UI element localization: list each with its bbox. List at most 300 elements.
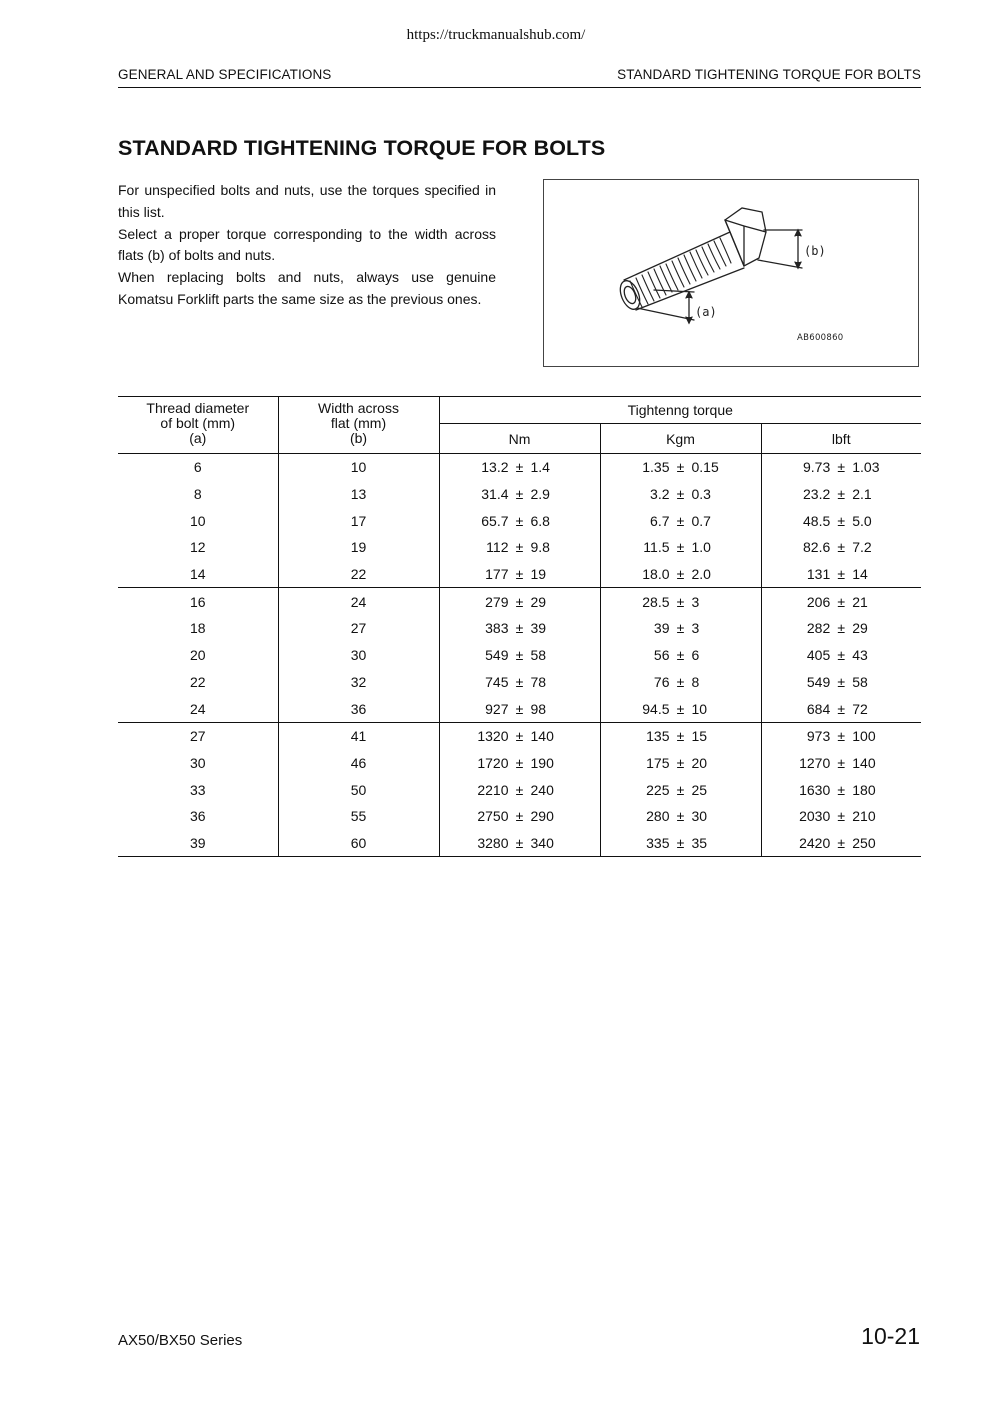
nominal-value: 280 [646, 808, 670, 825]
tolerance-value: 100 [852, 728, 876, 745]
plus-minus-sign: ± [676, 754, 685, 771]
nominal-value: 3280 [477, 834, 509, 851]
torque-value [465, 755, 575, 771]
width-across-flat-cell: 55 [278, 803, 439, 830]
width-across-flat-cell: 24 [278, 588, 439, 615]
tolerance-value: 340 [530, 834, 554, 851]
tolerance-value: 58 [852, 673, 868, 690]
nm-cell [439, 507, 600, 534]
table-row [118, 615, 921, 642]
width-across-flat-cell: 60 [278, 830, 439, 857]
torque-value [786, 486, 896, 502]
kgm-cell [600, 588, 761, 615]
nominal-value: 9.73 [803, 459, 831, 476]
nominal-value: 225 [646, 781, 670, 798]
tolerance-value: 35 [691, 834, 708, 851]
plus-minus-sign: ± [515, 673, 524, 690]
nominal-value: 3.2 [650, 486, 670, 503]
plus-minus-sign: ± [515, 539, 524, 556]
plus-minus-sign: ± [676, 539, 685, 556]
torque-value [626, 755, 736, 771]
nm-cell [439, 830, 600, 857]
tolerance-value: 0.7 [691, 512, 711, 529]
width-across-flat-cell: 27 [278, 615, 439, 642]
nm-cell [439, 615, 600, 642]
tolerance-value: 25 [691, 781, 708, 798]
nm-cell [439, 534, 600, 561]
torque-value [626, 782, 736, 798]
nominal-value: 973 [806, 728, 831, 745]
torque-value [786, 782, 896, 798]
plus-minus-sign: ± [837, 539, 846, 556]
lbft-cell [761, 588, 921, 615]
plus-minus-sign: ± [837, 834, 846, 851]
width-across-flat-cell: 41 [278, 722, 439, 749]
thread-diameter-cell: 39 [118, 830, 278, 857]
intro-paragraph: Select a proper torque corresponding to the width across flats (b) of bolts and nuts. [118, 225, 496, 264]
plus-minus-sign: ± [676, 781, 685, 798]
nominal-value: 282 [806, 620, 831, 637]
kgm-cell [600, 750, 761, 777]
tolerance-value: 20 [691, 754, 708, 771]
table-row [118, 507, 921, 534]
plus-minus-sign: ± [515, 808, 524, 825]
width-across-flat-cell: 46 [278, 750, 439, 777]
tolerance-value: 21 [852, 593, 868, 610]
width-across-flat-cell: 22 [278, 561, 439, 588]
torque-value [465, 782, 575, 798]
nm-cell [439, 561, 600, 588]
tolerance-value: 180 [852, 781, 876, 798]
torque-value [626, 701, 736, 717]
plus-minus-sign: ± [837, 647, 846, 664]
tolerance-value: 2.9 [530, 486, 550, 503]
nominal-value: 383 [485, 620, 509, 637]
plus-minus-sign: ± [515, 700, 524, 717]
torque-value [626, 566, 736, 582]
thread-diameter-cell: 30 [118, 750, 278, 777]
torque-value [465, 835, 575, 851]
plus-minus-sign: ± [837, 781, 846, 798]
torque-value [465, 808, 575, 824]
thread-diameter-cell: 22 [118, 669, 278, 696]
table-row [118, 481, 921, 508]
tolerance-value: 29 [530, 593, 547, 610]
tolerance-value: 29 [852, 620, 868, 637]
thread-diameter-cell: 14 [118, 561, 278, 588]
lbft-cell [761, 561, 921, 588]
torque-value [786, 459, 896, 475]
nominal-value: 1.35 [642, 459, 670, 476]
thread-diameter-cell: 27 [118, 722, 278, 749]
thread-diameter-cell: 8 [118, 481, 278, 508]
running-header-topic: STANDARD TIGHTENING TORQUE FOR BOLTS [617, 67, 921, 82]
lbft-cell [761, 722, 921, 749]
nominal-value: 1720 [477, 754, 509, 771]
thread-diameter-cell: 24 [118, 695, 278, 722]
nominal-value: 206 [806, 593, 831, 610]
nm-cell [439, 722, 600, 749]
torque-value [465, 620, 575, 636]
table-row [118, 454, 921, 481]
torque-value [786, 835, 896, 851]
plus-minus-sign: ± [676, 459, 685, 476]
nominal-value: 11.5 [643, 539, 670, 556]
torque-value [626, 728, 736, 744]
table-row [118, 642, 921, 669]
plus-minus-sign: ± [515, 781, 524, 798]
torque-value [465, 701, 575, 717]
kgm-cell [600, 615, 761, 642]
tolerance-value: 190 [530, 754, 554, 771]
torque-value [465, 647, 575, 663]
tolerance-value: 6 [691, 647, 700, 664]
torque-value [626, 808, 736, 824]
header-rule [118, 87, 921, 88]
plus-minus-sign: ± [515, 486, 524, 503]
kgm-cell [600, 454, 761, 481]
plus-minus-sign: ± [515, 647, 524, 664]
lbft-cell [761, 695, 921, 722]
torque-value [786, 620, 896, 636]
tolerance-value: 98 [530, 700, 547, 717]
kgm-cell [600, 642, 761, 669]
tolerance-value: 210 [852, 808, 876, 825]
torque-value [465, 486, 575, 502]
header-line: of bolt (mm) [160, 415, 236, 431]
width-across-flat-cell: 13 [278, 481, 439, 508]
tolerance-value: 0.3 [691, 486, 711, 503]
nominal-value: 39 [653, 620, 670, 637]
nominal-value: 745 [485, 673, 509, 690]
plus-minus-sign: ± [515, 754, 524, 771]
width-across-flat-cell: 36 [278, 695, 439, 722]
plus-minus-sign: ± [676, 647, 685, 664]
lbft-cell [761, 507, 921, 534]
plus-minus-sign: ± [515, 620, 524, 637]
footer-series: AX50/BX50 Series [118, 1332, 243, 1349]
tolerance-value: 1.0 [691, 539, 711, 556]
plus-minus-sign: ± [837, 808, 846, 825]
nm-cell [439, 454, 600, 481]
torque-value [786, 674, 896, 690]
torque-value [626, 835, 736, 851]
nominal-value: 112 [486, 539, 509, 556]
torque-value [465, 594, 575, 610]
kgm-cell [600, 776, 761, 803]
torque-value [465, 566, 575, 582]
nominal-value: 549 [485, 647, 509, 664]
thread-diameter-cell: 12 [118, 534, 278, 561]
tolerance-value: 290 [530, 808, 554, 825]
nominal-value: 65.7 [481, 512, 509, 529]
lbft-cell [761, 454, 921, 481]
width-across-flat-cell: 19 [278, 534, 439, 561]
tolerance-value: 58 [530, 647, 547, 664]
plus-minus-sign: ± [676, 673, 685, 690]
tolerance-value: 140 [852, 754, 876, 771]
nominal-value: 2420 [799, 834, 831, 851]
torque-value [786, 647, 896, 663]
width-across-flat-cell: 10 [278, 454, 439, 481]
table-row [118, 534, 921, 561]
width-across-flat-cell: 50 [278, 776, 439, 803]
nominal-value: 18.0 [642, 566, 670, 583]
plus-minus-sign: ± [676, 486, 685, 503]
tolerance-value: 3 [691, 620, 700, 637]
table-row [118, 750, 921, 777]
table-row [118, 695, 921, 722]
nm-cell [439, 669, 600, 696]
lbft-cell [761, 776, 921, 803]
column-header-kgm: Kgm [600, 424, 761, 454]
lbft-cell [761, 750, 921, 777]
torque-value [626, 647, 736, 663]
bolt-drawing-icon [544, 180, 920, 368]
tolerance-value: 2.0 [691, 566, 711, 583]
tolerance-value: 15 [691, 728, 708, 745]
plus-minus-sign: ± [837, 593, 846, 610]
plus-minus-sign: ± [515, 728, 524, 745]
column-header-thread-diameter [118, 397, 278, 454]
kgm-cell [600, 561, 761, 588]
page-title: STANDARD TIGHTENING TORQUE FOR BOLTS [118, 136, 606, 160]
nominal-value: 405 [806, 647, 831, 664]
torque-value [786, 728, 896, 744]
nominal-value: 94.5 [642, 700, 670, 717]
plus-minus-sign: ± [515, 566, 524, 583]
lbft-cell [761, 803, 921, 830]
intro-paragraph: For unspecified bolts and nuts, use the torques specified in this list. [118, 182, 496, 220]
lbft-cell [761, 830, 921, 857]
figure-label-b: (b) [804, 244, 826, 258]
nominal-value: 549 [806, 673, 831, 690]
table-row [118, 588, 921, 615]
kgm-cell [600, 722, 761, 749]
plus-minus-sign: ± [837, 566, 846, 583]
figure-code: AB600860 [797, 333, 844, 343]
column-header-nm: Nm [439, 424, 600, 454]
nominal-value: 48.5 [803, 512, 831, 529]
bolt-figure [543, 179, 919, 367]
tolerance-value: 39 [530, 620, 547, 637]
running-header-section: GENERAL AND SPECIFICATIONS [118, 67, 332, 82]
torque-value [786, 755, 896, 771]
nominal-value: 175 [646, 754, 670, 771]
header-line: (b) [349, 430, 368, 446]
nominal-value: 1630 [799, 781, 831, 798]
torque-value [786, 594, 896, 610]
tolerance-value: 0.15 [691, 459, 719, 476]
nominal-value: 82.6 [803, 539, 831, 556]
plus-minus-sign: ± [515, 459, 524, 476]
tolerance-value: 1.4 [530, 459, 550, 476]
torque-value [626, 594, 736, 610]
torque-value [786, 701, 896, 717]
header-line: flat (mm) [330, 415, 387, 431]
kgm-cell [600, 695, 761, 722]
tolerance-value: 10 [691, 700, 708, 717]
nominal-value: 279 [485, 593, 509, 610]
torque-value [626, 486, 736, 502]
nominal-value: 2030 [799, 808, 831, 825]
source-url[interactable]: https://truckmanualshub.com/ [406, 27, 586, 43]
tolerance-value: 9.8 [530, 539, 550, 556]
nominal-value: 2750 [477, 808, 509, 825]
plus-minus-sign: ± [515, 593, 524, 610]
width-across-flat-cell: 32 [278, 669, 439, 696]
column-header-lbft: lbft [761, 424, 921, 454]
tolerance-value: 14 [852, 566, 868, 583]
thread-diameter-cell: 10 [118, 507, 278, 534]
kgm-cell [600, 507, 761, 534]
plus-minus-sign: ± [676, 593, 685, 610]
torque-value [626, 620, 736, 636]
table-row [118, 830, 921, 857]
nominal-value: 76 [653, 673, 670, 690]
torque-value [786, 808, 896, 824]
torque-value [465, 513, 575, 529]
kgm-cell [600, 803, 761, 830]
figure-label-a: (a) [695, 305, 717, 319]
thread-diameter-cell: 36 [118, 803, 278, 830]
tolerance-value: 78 [530, 673, 547, 690]
plus-minus-sign: ± [837, 459, 846, 476]
plus-minus-sign: ± [515, 834, 524, 851]
table-row [118, 561, 921, 588]
page-number: 10-21 [861, 1323, 920, 1349]
nominal-value: 927 [485, 700, 509, 717]
torque-table [118, 396, 921, 857]
nominal-value: 1320 [477, 728, 509, 745]
plus-minus-sign: ± [676, 728, 685, 745]
lbft-cell [761, 669, 921, 696]
nominal-value: 23.2 [803, 486, 831, 503]
thread-diameter-cell: 20 [118, 642, 278, 669]
nominal-value: 2210 [477, 781, 509, 798]
plus-minus-sign: ± [837, 754, 846, 771]
tolerance-value: 250 [852, 834, 876, 851]
plus-minus-sign: ± [837, 700, 846, 717]
tolerance-value: 3 [691, 593, 700, 610]
nm-cell [439, 588, 600, 615]
torque-value [626, 539, 736, 555]
plus-minus-sign: ± [837, 512, 846, 529]
lbft-cell [761, 481, 921, 508]
width-across-flat-cell: 30 [278, 642, 439, 669]
torque-value [786, 566, 896, 582]
nominal-value: 56 [653, 647, 670, 664]
nm-cell [439, 776, 600, 803]
tolerance-value: 7.2 [852, 539, 872, 556]
tolerance-value: 5.0 [852, 512, 872, 529]
plus-minus-sign: ± [837, 673, 846, 690]
tolerance-value: 6.8 [530, 512, 550, 529]
torque-value [786, 513, 896, 529]
nm-cell [439, 695, 600, 722]
torque-value [465, 539, 575, 555]
header-line: Width across [318, 400, 399, 416]
torque-value [465, 459, 575, 475]
intro-text [118, 180, 496, 311]
column-header-width-across-flat [278, 397, 439, 454]
kgm-cell [600, 669, 761, 696]
plus-minus-sign: ± [837, 620, 846, 637]
nm-cell [439, 750, 600, 777]
plus-minus-sign: ± [676, 808, 685, 825]
nominal-value: 31.4 [481, 486, 509, 503]
torque-table-body [118, 454, 921, 857]
torque-value [626, 513, 736, 529]
kgm-cell [600, 830, 761, 857]
tolerance-value: 43 [852, 647, 868, 664]
thread-diameter-cell: 18 [118, 615, 278, 642]
plus-minus-sign: ± [837, 728, 846, 745]
table-row [118, 776, 921, 803]
header-line: (a) [189, 430, 207, 446]
tolerance-value: 240 [530, 781, 554, 798]
tolerance-value: 140 [530, 728, 554, 745]
nm-cell [439, 642, 600, 669]
tolerance-value: 19 [530, 566, 547, 583]
tolerance-value: 72 [852, 700, 868, 717]
nm-cell [439, 481, 600, 508]
torque-value [626, 674, 736, 690]
tolerance-value: 2.1 [852, 486, 872, 503]
lbft-cell [761, 615, 921, 642]
thread-diameter-cell: 33 [118, 776, 278, 803]
plus-minus-sign: ± [676, 620, 685, 637]
intro-paragraph: When replacing bolts and nuts, always use genuine Komatsu Forklift parts the same size as the previous ones. [118, 269, 496, 307]
tolerance-value: 1.03 [852, 459, 880, 476]
nominal-value: 1270 [799, 754, 831, 771]
torque-value [786, 539, 896, 555]
plus-minus-sign: ± [676, 512, 685, 529]
nominal-value: 335 [646, 834, 670, 851]
torque-value [465, 728, 575, 744]
lbft-cell [761, 642, 921, 669]
nominal-value: 28.5 [642, 593, 670, 610]
lbft-cell [761, 534, 921, 561]
table-row [118, 722, 921, 749]
torque-value [626, 459, 736, 475]
header-line: Thread diameter [146, 400, 250, 416]
width-across-flat-cell: 17 [278, 507, 439, 534]
plus-minus-sign: ± [676, 834, 685, 851]
nominal-value: 135 [646, 728, 670, 745]
tolerance-value: 8 [691, 673, 700, 690]
nominal-value: 6.7 [650, 512, 670, 529]
column-header-tightening-torque: Tightenng torque [439, 397, 921, 424]
table-row [118, 803, 921, 830]
thread-diameter-cell: 6 [118, 454, 278, 481]
nominal-value: 684 [806, 700, 831, 717]
torque-value [465, 674, 575, 690]
nm-cell [439, 803, 600, 830]
nominal-value: 13.2 [481, 459, 509, 476]
plus-minus-sign: ± [515, 512, 524, 529]
tolerance-value: 30 [691, 808, 708, 825]
nominal-value: 131 [806, 566, 831, 583]
kgm-cell [600, 534, 761, 561]
plus-minus-sign: ± [837, 486, 846, 503]
thread-diameter-cell: 16 [118, 588, 278, 615]
table-row [118, 669, 921, 696]
kgm-cell [600, 481, 761, 508]
nominal-value: 177 [485, 566, 509, 583]
plus-minus-sign: ± [676, 700, 685, 717]
plus-minus-sign: ± [676, 566, 685, 583]
